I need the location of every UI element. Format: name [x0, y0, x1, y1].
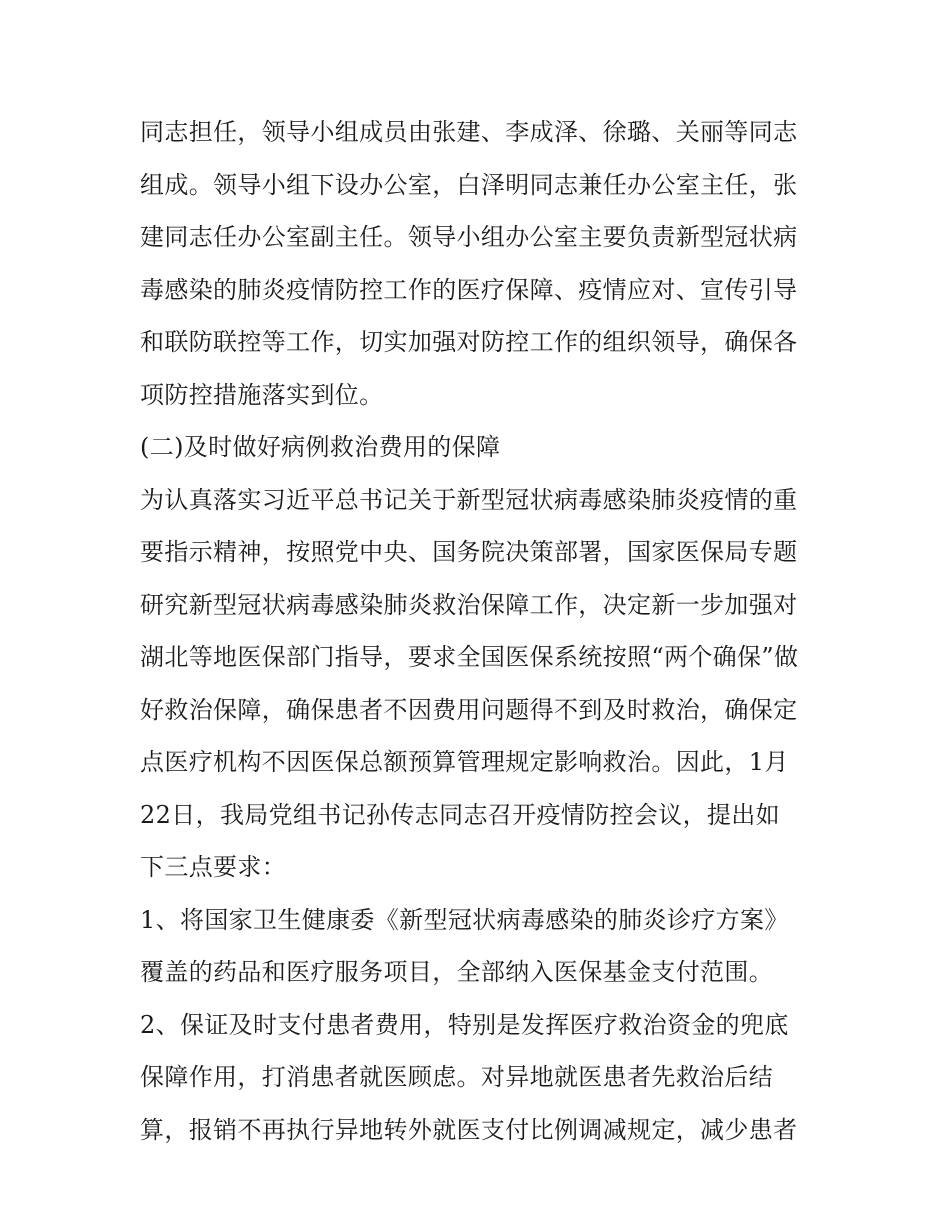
text-line: 好救治保障，确保患者不因费用问题得不到及时救治，确保定	[140, 695, 798, 724]
text-line: 研究新型冠状病毒感染肺炎救治保障工作，决定新一步加强对	[140, 590, 798, 619]
text-line: 为认真落实习近平总书记关于新型冠状病毒感染肺炎疫情的重	[140, 485, 798, 514]
text-line: 组成。领导小组下设办公室，白泽明同志兼任办公室主任，张	[140, 170, 798, 199]
text-line: 要指示精神，按照党中央、国务院决策部署，国家医保局专题	[140, 538, 798, 566]
text-line: 算，报销不再执行异地转外就医支付比例调减规定，减少患者	[140, 1115, 798, 1144]
text-line: 毒感染的肺炎疫情防控工作的医疗保障、疫情应对、宣传引导	[140, 275, 798, 304]
text-line: 保障作用，打消患者就医顾虑。对异地就医患者先救治后结	[140, 1063, 774, 1091]
text-line: 项防控措施落实到位。	[140, 380, 384, 409]
text-line: 覆盖的药品和医疗服务项目，全部纳入医保基金支付范围。	[140, 958, 774, 986]
document-body	[140, 106, 820, 1156]
text-line: 湖北等地医保部门指导，要求全国医保系统按照“两个确保”做	[140, 643, 799, 671]
text-line: 建同志任办公室副主任。领导小组办公室主要负责新型冠状病	[140, 223, 798, 251]
list-item: 1、将国家卫生健康委《新型冠状病毒感染的肺炎诊疗方案》	[140, 905, 789, 934]
text-line: 22日，我局党组书记孙传志同志召开疫情防控会议，提出如	[140, 800, 780, 829]
text-line: 和联防联控等工作，切实加强对防控工作的组织领导，确保各	[140, 328, 798, 356]
list-item: 2、保证及时支付患者费用，特别是发挥医疗救治资金的兜底	[140, 1010, 789, 1039]
text-line: 点医疗机构不因医保总额预算管理规定影响救治。因此，1月	[140, 748, 789, 776]
section-heading: (二)及时做好病例救治费用的保障	[140, 433, 501, 461]
text-line: 下三点要求：	[140, 853, 287, 881]
text-line: 同志担任，领导小组成员由张建、李成泽、徐璐、关丽等同志	[140, 118, 798, 146]
